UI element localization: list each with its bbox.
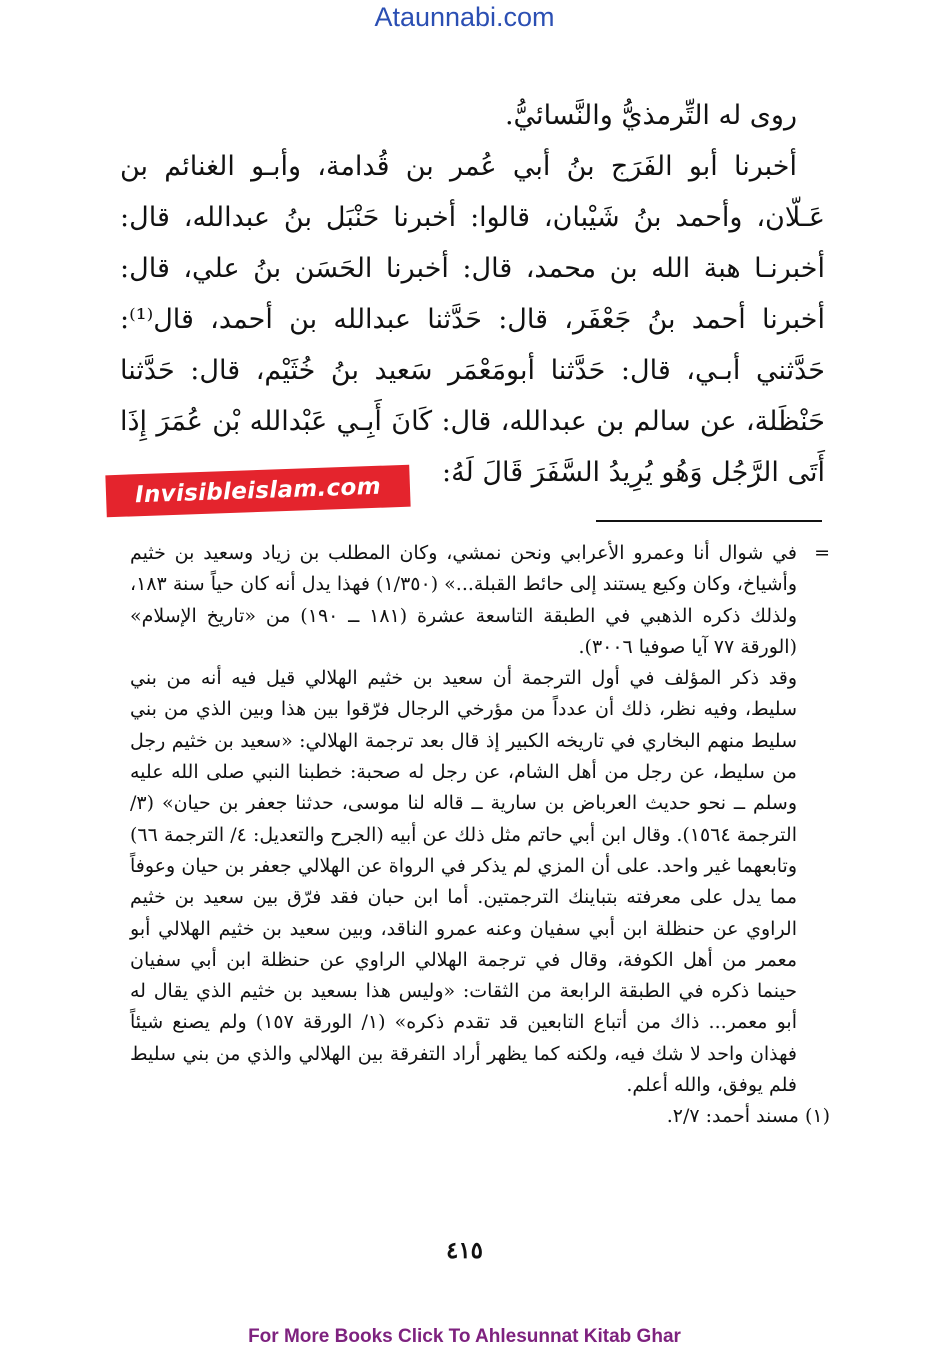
main-paragraph-1: روى له التِّرمذيُّ والنَّسائيُّ. bbox=[504, 100, 797, 131]
footnote-separator bbox=[596, 520, 822, 522]
main-paragraph-2: أخبرنا أبو الفَرَج بنُ أبي عُمر بن قُدامة، وأبـو الغنائم بن عَـلّان، وأحمد بنُ شَيْبان، قالوا: أخبرنا حَنْبَل بنُ عبدالله، قال: أخبرنـا هبة الله بن محمد، قال: أخبرنا الحَسَن بنُ علي، قال: أخبرنا أحمد بنُ جَعْفَر، قال: حَدَّثنا عبدالله بن أحمد، قال⁽¹⁾: حَدَّثني أبـي، قال: حَدَّثنا أبومَعْمَر سَعيد بنُ خُثَيْم، قال: حَدَّثنا حَنْظَلة، عن سالم بن عبدالله، قال: كَانَ أَبِـي عَبْدالله بْن عُمَرَ إِذَا أَتَى الرَّجُل وَهُو يُرِيدُ السَّفَرَ قَالَ لَهُ: bbox=[120, 151, 825, 488]
footnote-continuation bbox=[130, 538, 830, 663]
page-number: ٤١٥ bbox=[445, 1237, 484, 1264]
main-text bbox=[120, 90, 825, 498]
footnote-paragraph: وقد ذكر المؤلف في أول الترجمة أن سعيد بن خثيم الهلالي قيل فيه أنه من بني سليط، وفيه نظر، ذلك أن عدداً من مؤرخي الرجال فرّقوا بين هذا وبين الذي من بني سليط منهم البخاري في تاريخه الكبير إذ قال بعد ترجمة الهلالي: «سعيد بن خثيم رجل من سليط، عن رجل من أهل الشام، عن رجل له صحبة: خطبنا النبي صلى الله عليه وسلم ــ نحو حديث العرباض بن سارية ــ قاله لنا موسى، حدثنا جعفر بن حيان» (٣/ الترجمة ١٥٦٤). وقال ابن أبي حاتم مثل ذلك عن أبيه (الجرح والتعديل: ٤/ الترجمة ٦٦) وتابعهما غير واحد. على أن المزي لم يذكر في الرواة عن الهلالي جعفر بن حيان وعوفاً مما يدل على معرفته بتباينك الترجمتين. أما ابن حبان فقد فرّق بين سعيد بن خثيم الراوي عن حنظلة ابن أبي سفيان وعنه عمرو الناقد، وبين سعيد بن خثيم الهلالي أبو معمر من أهل الكوفة، وقال في ترجمة الهلالي الراوي عن حنظلة ابن أبي سفيان حينما ذكره في الطبقة الرابعة من الثقات: «وليس هذا بسعيد بن خثيم الذي يقال له أبو معمر... ذاك من أتباع التابعين قد تقدم ذكره» (١/ الورقة ١٥٧) ولم يصنع شيئاً فهذان واحد لا شك فيه، ولكنه كما يظهر أراد التفرقة بين الهلالي والذي من بني سليط فلم يوفق، والله أعلم. bbox=[130, 667, 798, 1097]
continuation-mark: = bbox=[814, 542, 830, 564]
footnotes bbox=[130, 538, 830, 1133]
footnote-1: (١) مسند أحمد: ٢/٧. bbox=[666, 1105, 830, 1128]
site-link[interactable]: Ataunnabi.com bbox=[374, 2, 555, 32]
footer-link[interactable]: For More Books Click To Ahlesunnat Kitab Ghar bbox=[248, 1326, 681, 1347]
footnote-continuation-text: في شوال أنا وعمرو الأعرابي ونحن نمشي، وكان المطلب بن زياد وسعيد بن خثيم وأشياخ، وكان وكيع يستند إلى حائط القبلة...» (١/٣٥٠) فهذا يدل أنه كان حياً سنة ١٨٣، ولذلك ذكره الذهبي في الطبقة التاسعة عشرة (١٨١ ــ ١٩٠) من «تاريخ الإسلام» (الورقة ٧٧ آيا صوفيا ٣٠٠٦). bbox=[130, 542, 797, 658]
watermark-banner[interactable]: Invisibleislam.com bbox=[105, 465, 410, 518]
